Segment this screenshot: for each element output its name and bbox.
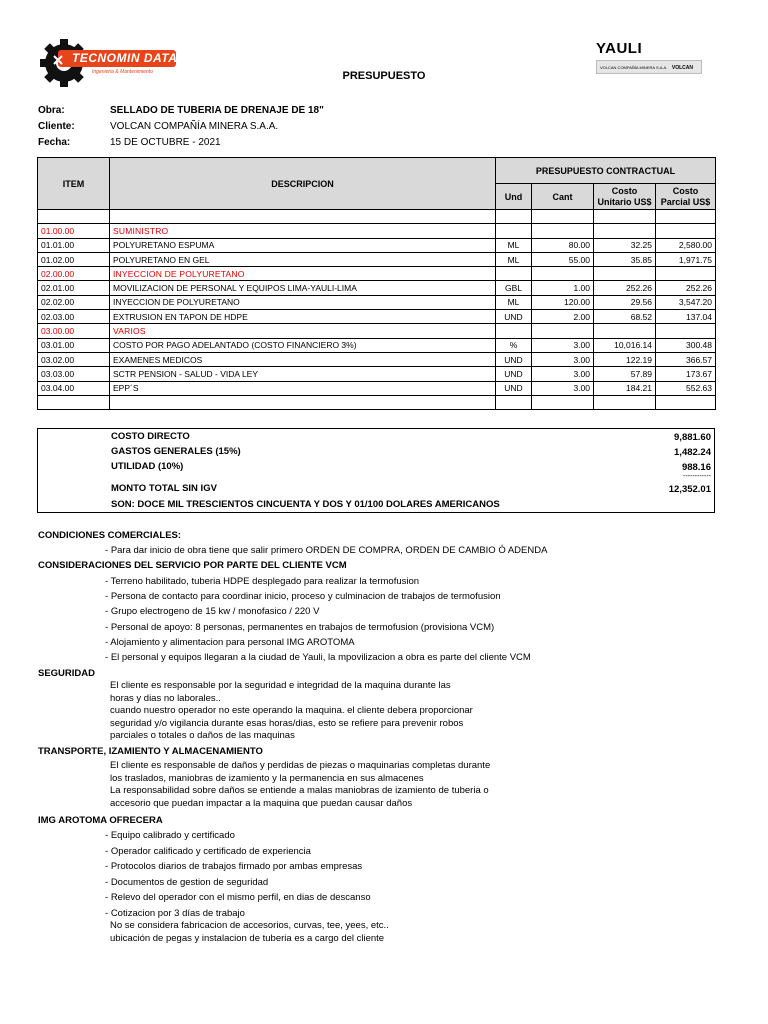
meta-row-cliente [38, 121, 324, 137]
budget-table [37, 157, 716, 410]
description-cell: VARIOS [110, 324, 496, 338]
partial-cost-cell: 366.57 [656, 352, 716, 366]
seguridad-title: SEGURIDAD [38, 668, 96, 679]
list-item: - Protocolos diarios de trabajos firmado por ambas empresas [105, 861, 363, 872]
description-cell: EXTRUSION EN TAPON DE HDPE [110, 310, 496, 324]
unit-cost-cell [594, 324, 656, 338]
list-item: - Personal de apoyo: 8 personas, permanentes en trabajos de termofusion (provisiona VCM) [105, 622, 495, 633]
unit-cell: GBL [496, 281, 532, 295]
unit-cell: UND [496, 352, 532, 366]
document-title: PRESUPUESTO [342, 70, 426, 82]
unit-cell: UND [496, 367, 532, 381]
quantity-cell: 3.00 [532, 381, 594, 395]
description-cell: SCTR PENSION - SALUD - VIDA LEY [110, 367, 496, 381]
header-item: ITEM [38, 158, 110, 210]
list-item: - Equipo calibrado y certificado [105, 830, 235, 841]
consideraciones-title: CONSIDERACIONES DEL SERVICIO POR PARTE DEL CLIENTE VCM [38, 560, 347, 571]
unit-cost-cell: 252.26 [594, 281, 656, 295]
unit-cost-cell [594, 224, 656, 238]
partial-cost-cell [656, 224, 716, 238]
description-cell: EXAMENES MEDICOS [110, 352, 496, 366]
gastos-generales-value: 1,482.24 [674, 447, 711, 458]
unit-cell [496, 224, 532, 238]
monto-total-label: MONTO TOTAL SIN IGV [111, 483, 217, 494]
item-cell: 02.02.00 [38, 295, 110, 309]
meta-label: Obra: [38, 105, 65, 116]
unit-cost-cell: 35.85 [594, 252, 656, 266]
table-row [38, 238, 716, 252]
description-cell: POLYURETANO ESPUMA [110, 238, 496, 252]
quantity-cell: 80.00 [532, 238, 594, 252]
description-cell: POLYURETANO EN GEL [110, 252, 496, 266]
item-cell: 02.01.00 [38, 281, 110, 295]
item-cell: 02.03.00 [38, 310, 110, 324]
list-item: - Grupo electrogeno de 15 kw / monofasico / 220 V [105, 606, 320, 617]
totals-separator: ------------ [683, 473, 711, 480]
table-row [38, 224, 716, 238]
list-item: - Cotizacion por 3 días de trabajo [105, 908, 245, 919]
item-cell: 03.03.00 [38, 367, 110, 381]
meta-row-fecha [38, 137, 324, 153]
description-cell: EPP´S [110, 381, 496, 395]
table-row [38, 295, 716, 309]
partial-cost-cell: 173.67 [656, 367, 716, 381]
utilidad-value: 988.16 [681, 462, 711, 473]
table-row [38, 252, 716, 266]
quantity-cell: 3.00 [532, 338, 594, 352]
description-cell: SUMINISTRO [110, 224, 496, 238]
unit-cost-cell: 29.56 [594, 295, 656, 309]
list-item: - Terreno habilitado, tuberia HDPE desplegado para realizar la termofusion [105, 576, 420, 587]
costo-directo-label: COSTO DIRECTO [111, 431, 190, 442]
table-row [38, 338, 716, 352]
item-cell: 01.01.00 [38, 238, 110, 252]
list-item: - Documentos de gestion de seguridad [105, 877, 269, 888]
table-row-blank [38, 395, 716, 409]
table-row [38, 367, 716, 381]
unit-cost-cell: 68.52 [594, 310, 656, 324]
unit-cost-cell: 57.89 [594, 367, 656, 381]
table-row [38, 324, 716, 338]
table-row [38, 310, 716, 324]
client-logo-brand: VOLCAN [671, 65, 693, 71]
client-logo-title: YAULI [596, 40, 643, 57]
list-item: - Para dar inicio de obra tiene que salir primero ORDEN DE COMPRA, ORDEN DE CAMBIO Ó ADENDA [105, 545, 548, 556]
partial-cost-cell: 2,580.00 [656, 238, 716, 252]
meta-value: 15 DE OCTUBRE - 2021 [110, 137, 221, 148]
header-descripcion: DESCRIPCION [110, 158, 496, 210]
seguridad-paragraph: El cliente es responsable por la seguridad e integridad de la maquina durante las horas y dias no laborales.. cuando nuestro operador no este operando la maquina. el cliente debera proporcionar seguridad y/o vigilancia durante esas horas/dias, esto se refiere para prevenir robos parciales o totales o daños de las maquinas [110, 680, 473, 741]
img-arotoma-title: IMG AROTOMA OFRECERA [38, 815, 163, 826]
gastos-generales-label: GASTOS GENERALES (15%) [111, 446, 241, 457]
unit-cell [496, 267, 532, 281]
partial-cost-cell: 552.63 [656, 381, 716, 395]
costo-directo-value: 9,881.60 [674, 432, 711, 443]
unit-cost-cell: 184.21 [594, 381, 656, 395]
list-item: - El personal y equipos llegaran a la ciudad de Yauli, la mpovilizacion a obra es parte del cliente VCM [105, 652, 531, 663]
list-item: - Operador calificado y certificado de experiencia [105, 846, 311, 857]
unit-cell: UND [496, 310, 532, 324]
unit-cost-cell: 32.25 [594, 238, 656, 252]
unit-cell: UND [496, 381, 532, 395]
table-row [38, 281, 716, 295]
client-logo-sub: VOLCAN COMPAÑÍA MINERA S.A.A. [600, 65, 668, 70]
item-cell: 01.00.00 [38, 224, 110, 238]
meta-row-obra [38, 105, 324, 121]
unit-cell [496, 324, 532, 338]
partial-cost-cell [656, 324, 716, 338]
quantity-cell: 3.00 [532, 367, 594, 381]
description-cell: MOVILIZACION DE PERSONAL Y EQUIPOS LIMA-YAULI-LIMA [110, 281, 496, 295]
condiciones-comerciales-title: CONDICIONES COMERCIALES: [38, 530, 182, 541]
quantity-cell: 120.00 [532, 295, 594, 309]
meta-label: Fecha: [38, 137, 71, 148]
table-row-blank [38, 210, 716, 224]
totals-box [37, 428, 715, 513]
item-cell: 03.02.00 [38, 352, 110, 366]
table-row [38, 267, 716, 281]
meta-label: Cliente: [38, 121, 75, 132]
logo-subtitle: Ingenieria & Mantenimiento [92, 69, 153, 75]
item-cell: 03.01.00 [38, 338, 110, 352]
partial-cost-cell: 1,971.75 [656, 252, 716, 266]
unit-cost-cell [594, 267, 656, 281]
partial-cost-cell: 137.04 [656, 310, 716, 324]
list-item: - Alojamiento y alimentacion para personal IMG AROTOMA [105, 637, 355, 648]
transporte-paragraph: El cliente es responsable de daños y perdidas de piezas o maquinarias completas durante los traslados, maniobras de izamiento y la permanencia en sus almacenes La responsabilidad sobre daños se entiende a malas maniobras de izamiento de tuberia o accesorio que puedan impactar a la maquina que puedan causar daños [110, 760, 491, 809]
description-cell: INYECCION DE POLYURETANO [110, 267, 496, 281]
item-cell: 03.00.00 [38, 324, 110, 338]
header-cant: Cant [532, 184, 594, 210]
transporte-title: TRANSPORTE, IZAMIENTO Y ALMACENAMIENTO [38, 746, 263, 757]
table-header-row [38, 158, 716, 184]
description-cell: COSTO POR PAGO ADELANTADO (COSTO FINANCIERO 3%) [110, 338, 496, 352]
logo-text: TECNOMIN DATA [72, 51, 178, 65]
table-row [38, 381, 716, 395]
quantity-cell: 3.00 [532, 352, 594, 366]
table-row [38, 352, 716, 366]
item-cell: 01.02.00 [38, 252, 110, 266]
item-cell: 02.00.00 [38, 267, 110, 281]
img-note-paragraph: No se considera fabricacion de accesorios, curvas, tee, yees, etc.. ubicación de pegas y instalacion de tuberia es a cargo del cliente [110, 920, 389, 944]
monto-total-value: 12,352.01 [668, 484, 711, 495]
quantity-cell: 55.00 [532, 252, 594, 266]
partial-cost-cell [656, 267, 716, 281]
item-cell: 03.04.00 [38, 381, 110, 395]
document-meta [38, 105, 324, 153]
partial-cost-cell: 3,547.20 [656, 295, 716, 309]
list-item: - Persona de contacto para coordinar inicio, proceso y culminacion de trabajos de termofusion [105, 591, 501, 602]
quantity-cell [532, 267, 594, 281]
unit-cell: ML [496, 238, 532, 252]
meta-value: SELLADO DE TUBERIA DE DRENAJE DE 18" [110, 105, 324, 116]
quantity-cell [532, 224, 594, 238]
client-logo [596, 40, 706, 74]
unit-cost-cell: 122.19 [594, 352, 656, 366]
amount-in-words: SON: DOCE MIL TRESCIENTOS CINCUENTA Y DOS Y 01/100 DOLARES AMERICANOS [111, 499, 500, 510]
unit-cell: % [496, 338, 532, 352]
unit-cell: ML [496, 252, 532, 266]
unit-cell: ML [496, 295, 532, 309]
quantity-cell [532, 324, 594, 338]
header-und: Und [496, 184, 532, 210]
description-cell: INYECCION DE POLYURETANO [110, 295, 496, 309]
list-item: - Relevo del operador con el mismo perfil, en dias de descanso [105, 892, 371, 903]
partial-cost-cell: 300.48 [656, 338, 716, 352]
quantity-cell: 1.00 [532, 281, 594, 295]
quantity-cell: 2.00 [532, 310, 594, 324]
unit-cost-cell: 10,016.14 [594, 338, 656, 352]
partial-cost-cell: 252.26 [656, 281, 716, 295]
utilidad-label: UTILIDAD (10%) [111, 461, 184, 472]
header-costo-unitario: Costo Unitario US$ [594, 184, 656, 210]
header-costo-parcial: Costo Parcial US$ [656, 184, 716, 210]
header-presupuesto-contractual: PRESUPUESTO CONTRACTUAL [496, 158, 716, 184]
meta-value: VOLCAN COMPAÑÍA MINERA S.A.A. [110, 121, 279, 132]
